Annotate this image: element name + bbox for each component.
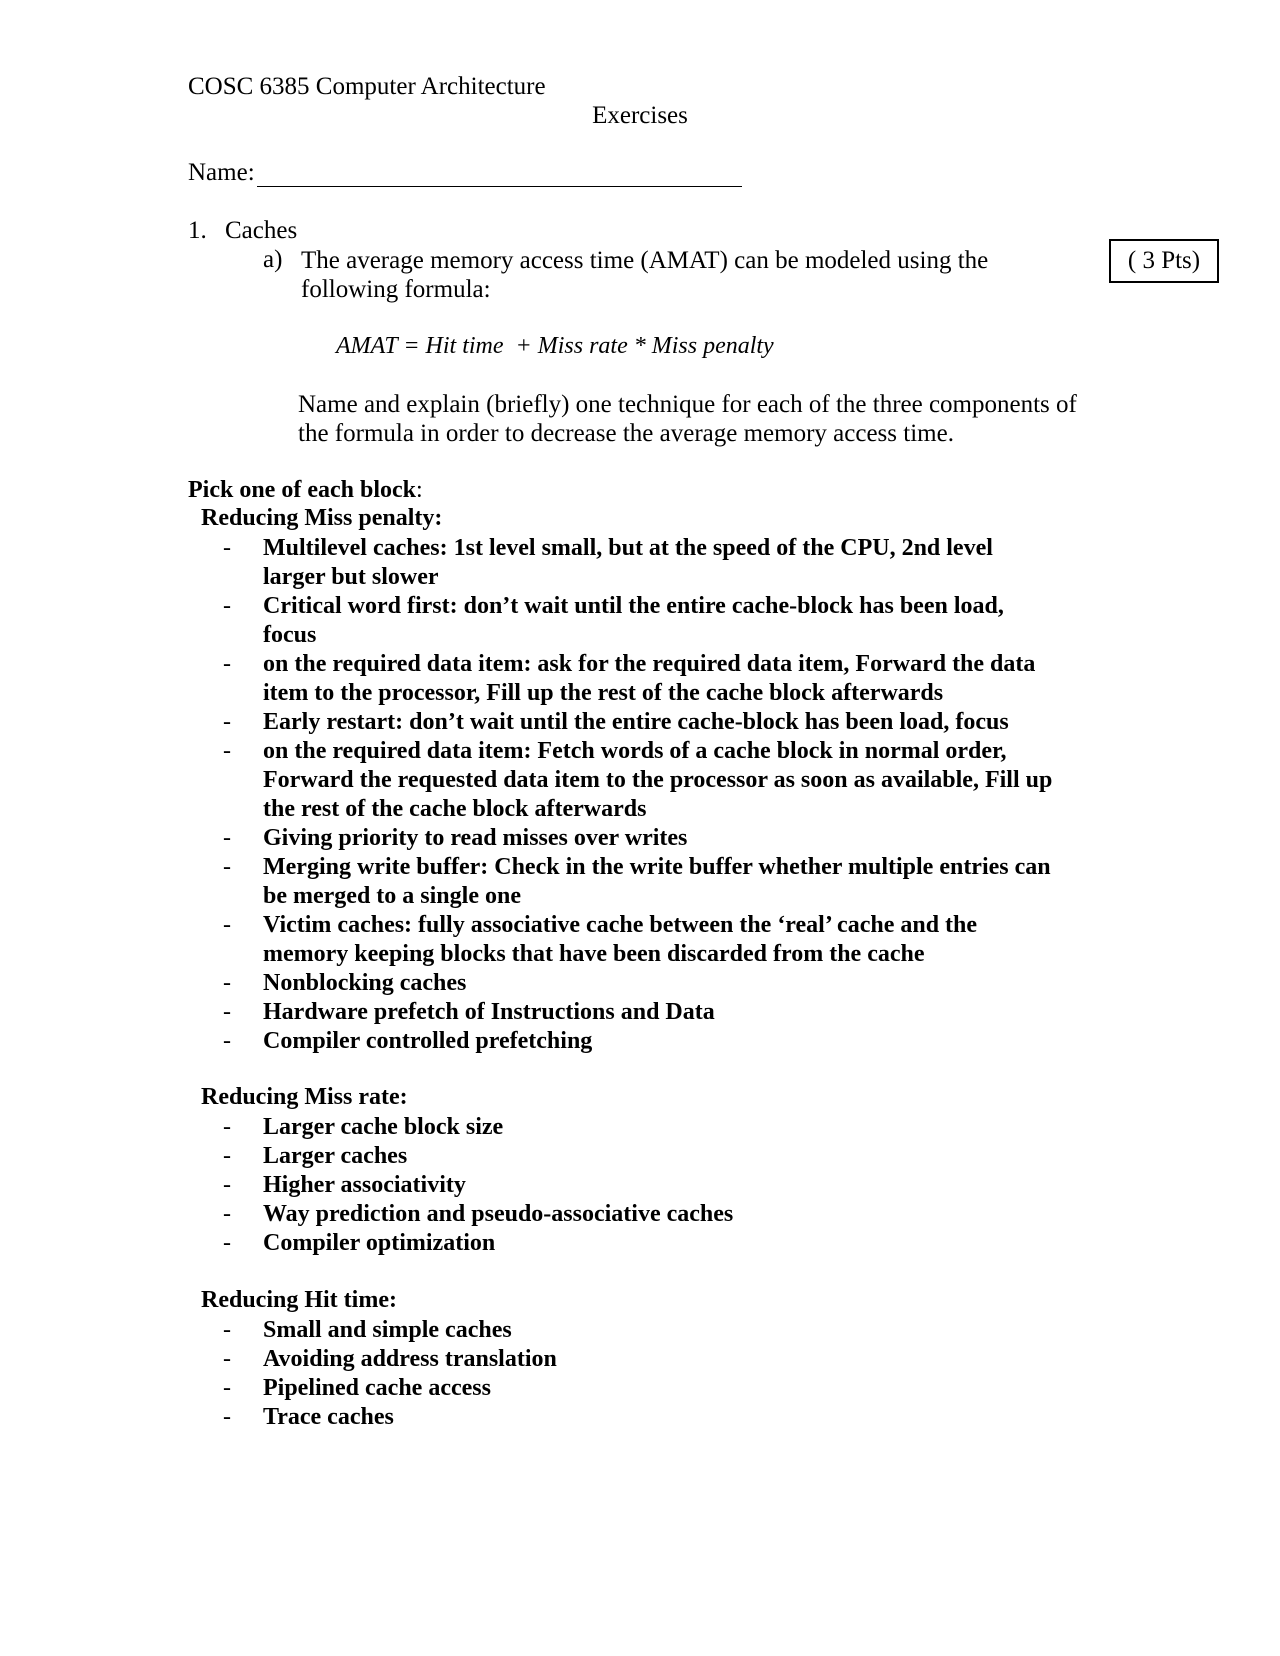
list-item-line: memory keeping blocks that have been discarded from the cache [263, 941, 925, 967]
list-item-line: Merging write buffer: Check in the write buffer whether multiple entries can [263, 854, 1051, 880]
formula-part: + Miss rate * Miss penalty [515, 333, 774, 359]
hit-time-list [0, 1316, 1280, 1432]
list-item-line: Way prediction and pseudo-associative caches [263, 1201, 734, 1227]
bullet-dash: - [223, 1114, 231, 1140]
section-heading-miss-penalty: Reducing Miss penalty: [201, 505, 443, 531]
bullet-dash: - [223, 1317, 231, 1343]
list-item [0, 1142, 1113, 1171]
bullet-dash: - [223, 1404, 231, 1430]
list-item-line: Trace caches [263, 1404, 394, 1430]
question-number: 1. [188, 217, 207, 244]
question-text-line: following formula: [301, 276, 491, 303]
bullet-dash: - [223, 651, 231, 677]
name-blank-line [257, 162, 742, 187]
points-box: ( 3 Pts) [1109, 239, 1219, 283]
list-item-line: Nonblocking caches [263, 970, 467, 996]
question-text-line: The average memory access time (AMAT) can be modeled using the [301, 247, 989, 274]
list-item-line: Multilevel caches: 1st level small, but at the speed of the CPU, 2nd level [263, 535, 993, 561]
list-item-line: Avoiding address translation [263, 1346, 557, 1372]
name-field [188, 159, 742, 187]
bullet-dash: - [223, 535, 231, 561]
bullet-dash: - [223, 709, 231, 735]
bullet-dash: - [223, 1346, 231, 1372]
question-title: Caches [225, 217, 298, 244]
list-item [0, 1374, 1113, 1403]
list-item-line: Compiler controlled prefetching [263, 1028, 593, 1054]
list-item [0, 1113, 1113, 1142]
list-item-line: the rest of the cache block afterwards [263, 796, 647, 822]
instruction-line: Name and explain (briefly) one technique for each of the three components of [298, 391, 1077, 418]
list-item-line: item to the processor, Fill up the rest of the cache block afterwards [263, 680, 944, 706]
list-item-line: Victim caches: fully associative cache between the ‘real’ cache and the [263, 912, 978, 938]
list-item-line: on the required data item: ask for the required data item, Forward the data [263, 651, 1036, 677]
list-item [0, 1229, 1113, 1258]
list-item-line: Higher associativity [263, 1172, 466, 1198]
list-item-line: Small and simple caches [263, 1317, 512, 1343]
question-part-label: a) [263, 246, 283, 273]
list-item [0, 592, 1113, 650]
list-item-line: Compiler optimization [263, 1230, 496, 1256]
list-item [0, 969, 1113, 998]
course-title: COSC 6385 Computer Architecture [188, 73, 546, 100]
bullet-dash: - [223, 825, 231, 851]
miss-penalty-list [0, 534, 1280, 1056]
page-title: Exercises [592, 102, 688, 129]
bullet-dash: - [223, 1230, 231, 1256]
list-item-line: be merged to a single one [263, 883, 521, 909]
list-item-line: Larger caches [263, 1143, 408, 1169]
list-item [0, 1345, 1113, 1374]
formula-part: AMAT = Hit time [336, 333, 504, 359]
list-item [0, 1171, 1113, 1200]
answer-intro-colon: : [416, 477, 423, 503]
bullet-dash: - [223, 1143, 231, 1169]
list-item-line: Larger cache block size [263, 1114, 504, 1140]
instruction-text [298, 390, 1077, 448]
bullet-dash: - [223, 1375, 231, 1401]
list-item-line: on the required data item: Fetch words of a cache block in normal order, [263, 738, 1007, 764]
list-item [0, 737, 1113, 824]
list-item-line: larger but slower [263, 564, 439, 590]
list-item-line: Hardware prefetch of Instructions and Data [263, 999, 715, 1025]
bullet-dash: - [223, 738, 231, 764]
list-item [0, 1200, 1113, 1229]
list-item [0, 1027, 1113, 1056]
list-item [0, 650, 1113, 708]
list-item-line: Forward the requested data item to the processor as soon as available, Fill up [263, 767, 1053, 793]
list-item [0, 911, 1113, 969]
amat-formula [336, 333, 774, 360]
list-item [0, 1316, 1113, 1345]
list-item [0, 1403, 1113, 1432]
list-item [0, 824, 1113, 853]
list-item-line: Giving priority to read misses over writes [263, 825, 688, 851]
section-heading-miss-rate: Reducing Miss rate: [201, 1084, 408, 1110]
bullet-dash: - [223, 1172, 231, 1198]
answer-intro-text: Pick one of each block [188, 477, 416, 503]
bullet-dash: - [223, 999, 231, 1025]
miss-rate-list [0, 1113, 1280, 1258]
list-item-line: focus [263, 622, 317, 648]
list-item [0, 998, 1113, 1027]
section-heading-hit-time: Reducing Hit time: [201, 1287, 397, 1313]
bullet-dash: - [223, 593, 231, 619]
question-text [301, 246, 988, 304]
bullet-dash: - [223, 970, 231, 996]
bullet-dash: - [223, 1201, 231, 1227]
bullet-dash: - [223, 1028, 231, 1054]
list-item [0, 534, 1113, 592]
list-item-line: Pipelined cache access [263, 1375, 491, 1401]
bullet-dash: - [223, 854, 231, 880]
list-item-line: Early restart: don’t wait until the entire cache-block has been load, focus [263, 709, 1009, 735]
bullet-dash: - [223, 912, 231, 938]
name-label: Name: [188, 159, 255, 186]
instruction-line: the formula in order to decrease the average memory access time. [298, 420, 954, 447]
list-item-line: Critical word first: don’t wait until the entire cache-block has been load, [263, 593, 1004, 619]
list-item [0, 853, 1113, 911]
list-item [0, 708, 1113, 737]
answer-intro [188, 477, 423, 504]
